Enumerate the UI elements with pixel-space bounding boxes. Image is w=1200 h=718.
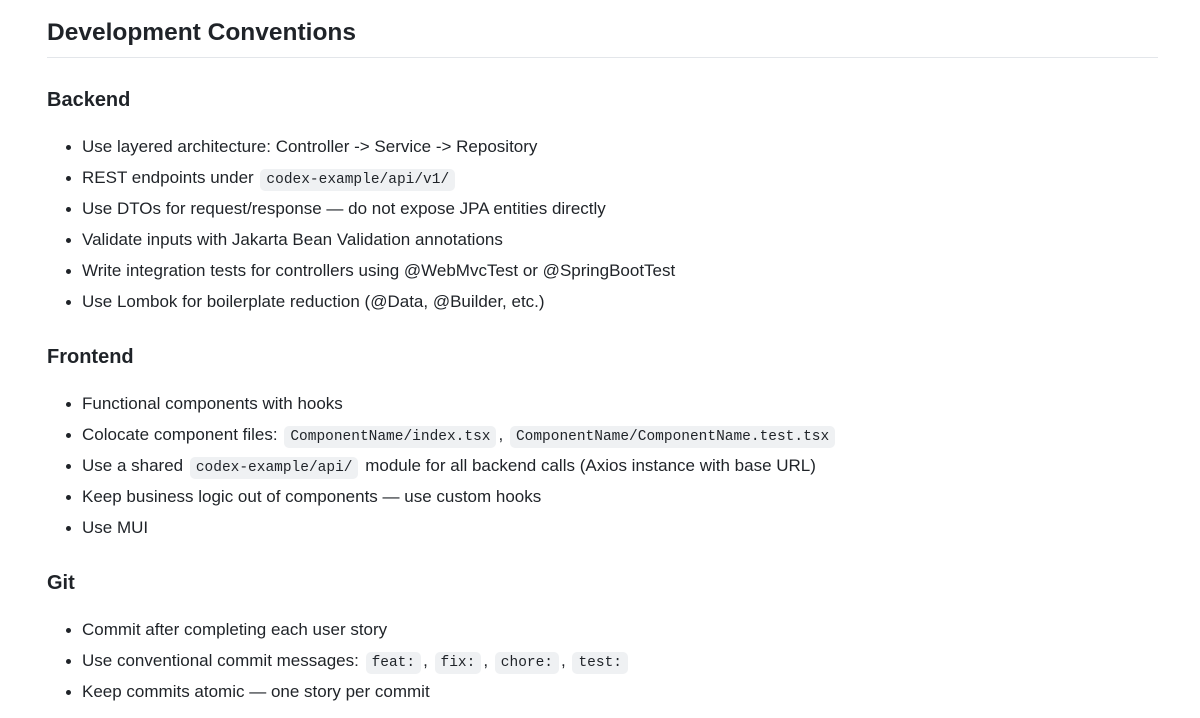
item-text: Use DTOs for request/response — do not expose JPA entities directly [82, 199, 606, 218]
item-text: REST endpoints under [82, 168, 259, 187]
section-frontend [47, 344, 1158, 543]
item-text: Use Lombok for boilerplate reduction (@Data, @Builder, etc.) [82, 292, 545, 311]
section-backend [47, 87, 1158, 317]
item-text: Validate inputs with Jakarta Bean Validation annotations [82, 230, 503, 249]
bullet-icon [66, 690, 71, 695]
list-item [47, 286, 1158, 317]
item-text: Keep commits atomic — one story per commit [82, 682, 430, 701]
bullet-list [47, 614, 1158, 707]
item-text: Keep business logic out of components — use custom hooks [82, 487, 542, 506]
inline-code: feat: [366, 652, 422, 674]
bullet-icon [66, 269, 71, 274]
bullet-list [47, 131, 1158, 317]
bullet-icon [66, 628, 71, 633]
bullet-icon [66, 433, 71, 438]
list-item [47, 481, 1158, 512]
inline-code: ComponentName/ComponentName.test.tsx [510, 426, 835, 448]
section-heading: Git [47, 572, 75, 594]
bullet-icon [66, 495, 71, 500]
bullet-icon [66, 207, 71, 212]
bullet-icon [66, 526, 71, 531]
bullet-list [47, 388, 1158, 543]
section-git [47, 570, 1158, 707]
item-text: , [483, 651, 493, 670]
inline-code: codex-example/api/ [190, 457, 359, 479]
item-text: , [498, 425, 508, 444]
list-item [47, 255, 1158, 286]
list-item [47, 193, 1158, 224]
list-item [47, 676, 1158, 707]
item-text: Write integration tests for controllers using @WebMvcTest or @SpringBootTest [82, 261, 676, 280]
bullet-icon [66, 145, 71, 150]
list-item [47, 388, 1158, 419]
item-text: Functional components with hooks [82, 394, 343, 413]
title-divider [47, 57, 1158, 58]
item-text: Use MUI [82, 518, 149, 537]
inline-code: fix: [435, 652, 482, 674]
bullet-icon [66, 464, 71, 469]
item-text: , [561, 651, 571, 670]
item-text: Colocate component files: [82, 425, 283, 444]
page-title: Development Conventions [47, 19, 357, 46]
item-text: Use conventional commit messages: [82, 651, 364, 670]
sections [47, 87, 1158, 707]
list-item [47, 512, 1158, 543]
bullet-icon [66, 659, 71, 664]
list-item [47, 131, 1158, 162]
bullet-icon [66, 238, 71, 243]
list-item [47, 162, 1158, 193]
list-item [47, 645, 1158, 676]
item-text: Commit after completing each user story [82, 620, 388, 639]
bullet-icon [66, 300, 71, 305]
inline-code: test: [572, 652, 628, 674]
list-item [47, 419, 1158, 450]
section-heading: Backend [47, 89, 131, 111]
item-text: module for all backend calls (Axios instance with base URL) [360, 456, 816, 475]
bullet-icon [66, 176, 71, 181]
inline-code: ComponentName/index.tsx [284, 426, 496, 448]
item-text: Use layered architecture: Controller -> Service -> Repository [82, 137, 538, 156]
list-item [47, 224, 1158, 255]
list-item [47, 614, 1158, 645]
bullet-icon [66, 402, 71, 407]
inline-code: chore: [495, 652, 559, 674]
item-text: , [423, 651, 433, 670]
inline-code: codex-example/api/v1/ [260, 169, 455, 191]
section-heading: Frontend [47, 346, 134, 368]
list-item [47, 450, 1158, 481]
item-text: Use a shared [82, 456, 188, 475]
